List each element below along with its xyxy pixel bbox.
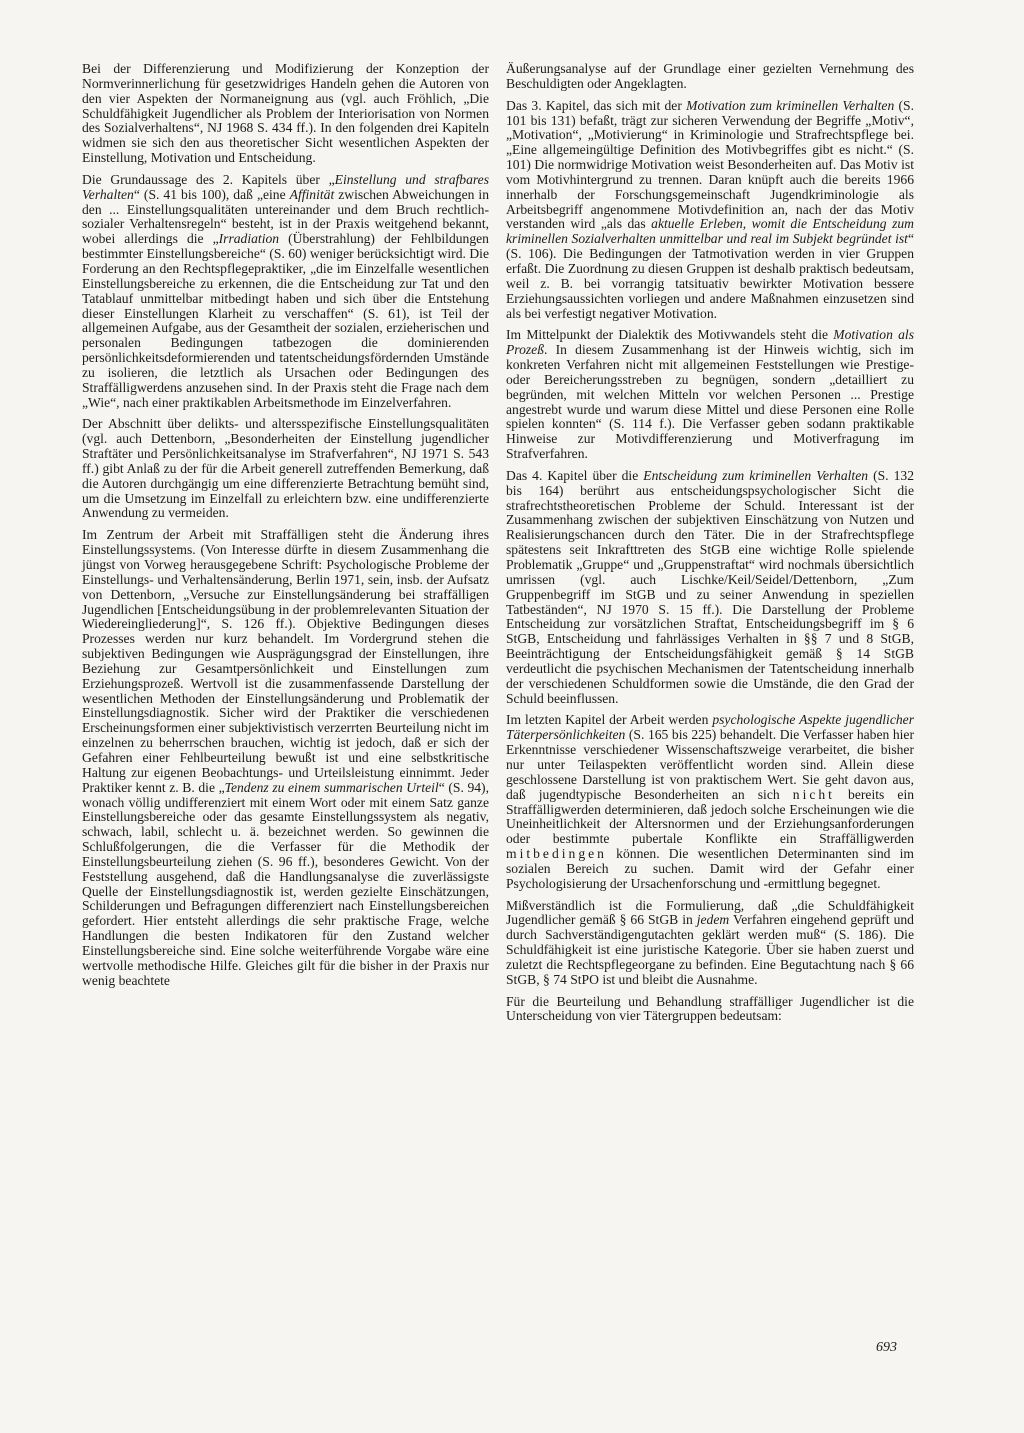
- paragraph: Für die Beurteilung und Behandlung straffälliger Jugendlicher ist die Unterscheidung von vier Tätergruppen bedeutsam:: [506, 993, 914, 1024]
- paragraph: Im Mittelpunkt der Dialektik des Motivwandels steht die Motivation als Prozeß. In diesem Zusammenhang ist der Hinweis wichtig, sich im konkreten Verfahren nicht mit allgemeinen Feststellungen wie Prestige- oder Bereicherungsstreben zu begnügen, sondern „detailliert zu begründen, mit welchen Mitteln vor welchen Personen ... Prestige angestrebt wurde und warum diese Mittel und diese Personen eine Rolle spielen konnten“ (S. 114 f.). Die Verfasser geben sodann praktikable Hinweise zur Motivdifferenzierung und Motiverfragung im Strafverfahren.: [506, 327, 914, 462]
- paragraph: Im letzten Kapitel der Arbeit werden psychologische Aspekte jugendlicher Täterpersönlichkeiten (S. 165 bis 225) behandelt. Die Verfasser haben hier Erkenntnisse verschiedener Wissenschaftszweige verarbeitet, die bisher nur unter Teilaspekten veröffentlicht worden sind. Allein diese geschlossene Darstellung ist von praktischem Wert. Sie geht davon aus, daß jugendtypische Besonderheiten an sich nicht bereits ein Straffälligwerden determinieren, daß jedoch solche Erscheinungen wie die Uneinheitlichkeit der Altersnormen und der Erziehungsanforderungen oder bestimmte pubertale Konflikte ein Straffälligwerden mitbedingen können. Die wesentlichen Determinanten sind im sozialen Bereich zu suchen. Damit wird der Gefahr einer Psychologisierung der Ursachenforschung und -ermittlung begegnet.: [506, 712, 915, 891]
- paragraph: Der Abschnitt über delikts- und altersspezifische Einstellungsqualitäten (vgl. auch Dettenborn, „Besonderheiten der Einstellung jugendlicher Straftäter und Persönlichkeitsanalyse im Strafverfahren“, NJ 1971 S. 543 ff.) gibt Anlaß zu der für die Arbeit generell zutreffenden Bemerkung, daß die Autoren durchgängig um eine differenzierte Betrachtung bemüht sind, um die Umsetzung im Einzelfall zu erleichtern bzw. eine undifferenzierte Anwendung zu vermeiden.: [82, 416, 489, 521]
- paragraph: Das 4. Kapitel über die Entscheidung zum kriminellen Verhalten (S. 132 bis 164) berührt aus entscheidungspsychologischer Sicht die strafrechtstheoretischen Probleme der Schuld. Interessant ist der Zusammenhang zwischen der subjektiven Einschätzung von Nutzen und Realisierungschancen durch den Täter. Die in der Strafrechtspflege spätestens seit Inkrafttreten des StGB eine wichtige Rolle spielende Problematik „Gruppe“ und „Gruppenstraftat“ wird nochmals übersichtlich umrissen (vgl. auch Lischke/Keil/Seidel/Dettenborn, „Zum Gruppenbegriff im StGB und zu seiner Anwendung in speziellen Tatbeständen“, NJ 1970 S. 15 ff.). Die Darstellung der Probleme Entscheidung zur vorsätzlichen Straftat, Entscheidungsbegriff im § 6 StGB, Entscheidung und fahrlässiges Verhalten in §§ 7 und 8 StGB, Beeinträchtigung der Entscheidungsfähigkeit gemäß § 14 StGB verdeutlicht die psychischen Mechanismen der Tatentscheidung innerhalb der verschiedenen Schuldformen sowie die Umstände, die den Grad der Schuld beeinflussen.: [506, 467, 914, 706]
- paragraph: Äußerungsanalyse auf der Grundlage einer gezielten Vernehmung des Beschuldigten oder Angeklagten.: [506, 61, 914, 91]
- page-number: 693: [876, 1340, 897, 1355]
- paragraph: Bei der Differenzierung und Modifizierung der Konzeption der Normverinnerlichung für gesetzwidriges Handeln gehen die Autoren von den vier Aspekten der Normaneignung aus (vgl. auch Fröhlich, „Die Schuldfähigkeit Jugendlicher als Problem der Interiorisation von Normen des Sozialverhaltens“, NJ 1968 S. 434 ff.). In den folgenden drei Kapiteln widmen sie sich den aus theoretischer Sicht wesentlichen Aspekten der Einstellung, Motivation und Entscheidung.: [82, 61, 489, 166]
- right-column: [506, 62, 914, 1031]
- paragraph: Die Grundaussage des 2. Kapitels über „Einstellung und strafbares Verhalten“ (S. 41 bis 100), daß „eine Affinität zwischen Abweichungen in den ... Einstellungsqualitäten untereinander und dem Bruch rechtlich-sozialer Verhaltensregeln“ besteht, ist in der Praxis weitgehend bekannt, wobei allerdings die „Irradiation (Überstrahlung) der Fehlbildungen bestimmter Einstellungsbereiche“ (S. 60) weniger berücksichtigt wird. Die Forderung an den Rechtspflegepraktiker, „die im Einzelfalle wesentlichen Einstellungsbereiche zu erkennen, die die Entscheidung zur Tat und den Tatablauf unmittelbar mitbedingt haben und sich über die Entstehung dieser Einstellungen Klarheit zu verschaffen“ (S. 61), ist Teil der allgemeinen Aufgabe, aus der Gesamtheit der sozialen, erzieherischen und personalen Bedingungen tatbezogen die dominierenden persönlichkeitsdeformierenden und tatentscheidungsfördernden Umstände zu isolieren, die letztlich als Ursachen oder Bedingungen des Straffälligwerdens anzusehen sind. In der Praxis steht die Frage nach dem „Wie“, nach einer praktikablen Arbeitsmethode im Einzelverfahren.: [82, 171, 489, 410]
- paragraph: Das 3. Kapitel, das sich mit der Motivation zum kriminellen Verhalten (S. 101 bis 131) befaßt, trägt zur sicheren Verwendung der Begriffe „Motiv“, „Motivation“, „Motivierung“ in Kriminologie und Strafrechtspflege bei. „Eine allgemeingültige Definition des Motivbegriffes gibt es nicht.“ (S. 101) Die normwidrige Motivation weist Besonderheiten auf. Das Motiv ist vom Motivhintergrund zu trennen. Daran knüpft auch die bereits 1966 innerhalb der Forschungsgemeinschaft Jugendkriminologie als Arbeitsbegriff angenommene Motivdefinition an, nach der das Motiv verstanden wird „als das aktuelle Erleben, womit die Entscheidung zum kriminellen Sozialverhalten unmittelbar und real im Subjekt begründet ist“ (S. 106). Die Bedingungen der Tatmotivation werden in vier Gruppen erfaßt. Die Zuordnung zu diesen Gruppen ist deshalb praktisch bedeutsam, weil z. B. bei vorrangig tatsituativ bewirkter Motivation bessere Erziehungsaussichten vorliegen und andere Maßnahmen einzusetzen sind als bei verfestigt negativer Motivation.: [506, 97, 915, 321]
- left-column: [82, 62, 489, 995]
- paragraph: Mißverständlich ist die Formulierung, daß „die Schuldfähigkeit Jugendlicher gemäß § 66 StGB in jedem Verfahren eingehend geprüft und durch Sachverständigengutachten geklärt werden muß“ (S. 186). Die Schuldfähigkeit ist eine juristische Kategorie. Über sie haben zuerst und zuletzt die Rechtspflegeorgane zu befinden. Eine Begutachtung nach § 66 StGB, § 74 StPO ist und bleibt die Ausnahme.: [506, 897, 914, 987]
- paragraph: Im Zentrum der Arbeit mit Straffälligen steht die Änderung ihres Einstellungssystems. (Von Interesse dürfte in diesem Zusammenhang die jüngst von Vorweg herausgegebene Schrift: Psychologische Probleme der Einstellungs- und Verhaltensänderung, Berlin 1971, sein, insb. der Aufsatz von Dettenborn, „Versuche zur Einstellungsänderung bei straffälligen Jugendlichen [Entscheidungsübung in der problemrelevanten Situation der Wiedereingliederung]“, S. 126 ff.). Objektive Bedingungen dieses Prozesses werden nur kurz behandelt. Im Vordergrund stehen die subjektiven Bedingungen wie Ausprägungsgrad der Einstellungen, ihre Beziehung zur Gesamtpersönlichkeit und Einstellungen zum Erziehungsprozeß. Wertvoll ist die zusammenfassende Darstellung der wesentlichen Methoden der Einstellungsänderung und Problematik der Einstellungsdiagnostik. Sicher wird der Praktiker die verschiedenen Erscheinungsformen einer subjektivistisch verzerrten Beurteilung nicht im einzelnen zu beherrschen brauchen, wichtig ist jedoch, daß er sich der Gefahren einer Fehlbeurteilung bewußt ist und eine selbstkritische Haltung zur eigenen Beobachtungs- und Urteilsleistung einnimmt. Jeder Praktiker kennt z. B. die „Tendenz zu einem summarischen Urteil“ (S. 94), wonach völlig undifferenziert mit einem Wort oder mit einem Satz ganze Einstellungsbereiche oder das gesamte Einstellungssystem als negativ, schwach, labil, schlecht u. ä. bezeichnet werden. So gewinnen die Schlußfolgerungen, die die Verfasser für die Methodik der Einstellungsbeurteilung ziehen (S. 96 ff.), besonderes Gewicht. Von der Feststellung ausgehend, daß die Handlungsanalyse die zuverlässigste Quelle der Einstellungsdiagnostik ist, werden gezielte Einschätzungen, Schilderungen und Befragungen differenziert nach Einstellungsbereichen gefordert. Hier entsteht allerdings die sehr praktische Frage, welche Handlungen die besten Indikatoren für den Zustand welcher Einstellungsbereiche sind. Eine solche weiterführende Vorgabe wäre eine wertvolle methodische Hilfe. Gleiches gilt für die bisher in der Praxis nur wenig beachtete: [82, 527, 489, 988]
